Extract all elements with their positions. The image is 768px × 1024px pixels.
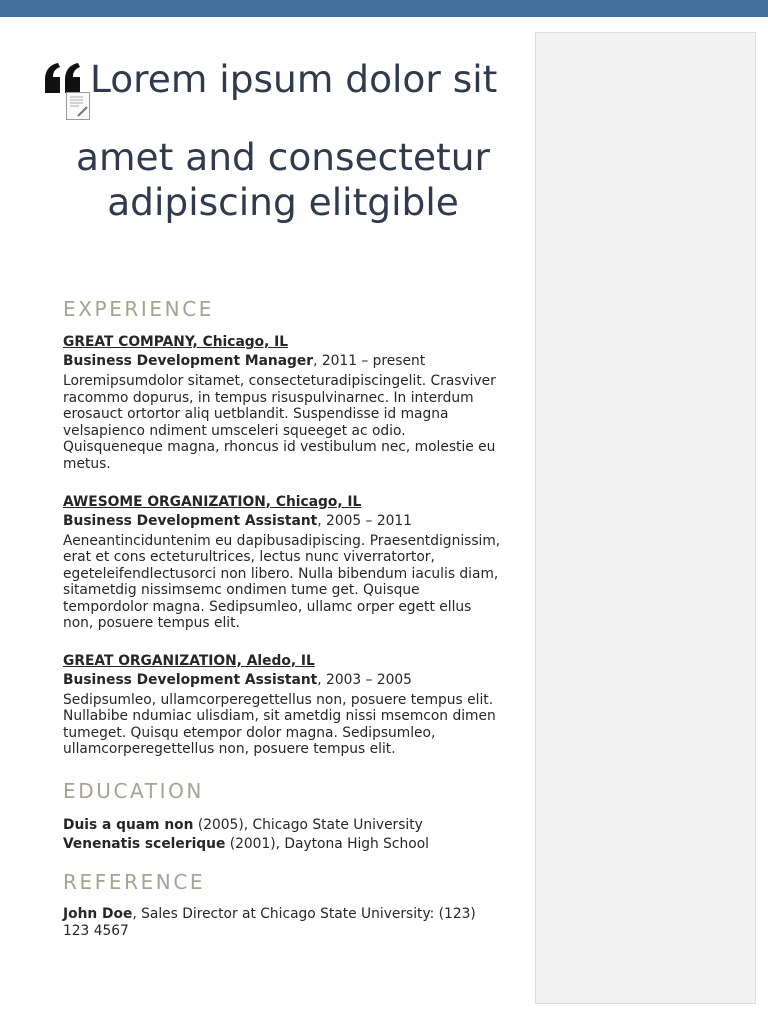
job-role: Business Development Manager xyxy=(63,353,314,369)
sidebar-panel xyxy=(535,32,756,1004)
job-dates: , 2011 – present xyxy=(313,353,426,369)
job-role: Business Development Assistant xyxy=(63,512,318,529)
job-company: AWESOME ORGANIZATION, Chicago, IL xyxy=(63,493,362,510)
job-entry xyxy=(63,652,503,758)
job-company: GREAT ORGANIZATION, Aledo, IL xyxy=(63,652,315,669)
job-description: Aeneantinciduntenim eu dapibusadipiscing. Praesentdignissim, erat et cons ecteturultrices, lectus nunc viverratortor, egeteleifendlectusorci non libero. Nulla bibendum iaculis diam, sitametdig nissimsemc ondimen tume get. Quisque tempordolor magna. Sedipsumleo, ullamc orper egett ellus non, posuere tempus elit. xyxy=(63,532,501,632)
job-entry xyxy=(63,333,503,473)
headline-line: Lorem ipsum dolor sit xyxy=(90,56,498,101)
education-degree: Venenatis scelerique xyxy=(63,835,226,852)
section-title-education: EDUCATION xyxy=(63,779,204,803)
section-title-reference: REFERENCE xyxy=(63,870,206,894)
reference-details: , Sales Director at Chicago State University: (123) 123 4567 xyxy=(63,905,476,939)
job-dates: , 2005 – 2011 xyxy=(317,512,412,529)
section-title-experience: EXPERIENCE xyxy=(63,297,215,321)
job-description: Sedipsumleo, ullamcorperegettellus non, posuere tempus elit. Nullabibe ndumiac ulisdiam, sit ametdig nissi msemcon dimen tumeget. Quisqu etempor dolor magna. Sedipsumleo, ullamcorperegettellus non, posuere tempus elit. xyxy=(63,691,496,758)
quote-icon xyxy=(45,63,81,93)
job-title-line xyxy=(63,671,503,690)
top-color-bar xyxy=(0,0,768,17)
document-edit-icon xyxy=(66,92,90,120)
education-item xyxy=(63,816,503,835)
job-dates: , 2003 – 2005 xyxy=(317,671,412,688)
headline-line: adipiscing elitgible xyxy=(107,179,459,224)
job-company: GREAT COMPANY, Chicago, IL xyxy=(63,334,289,350)
education-details: (2005), Chicago State University xyxy=(193,816,423,833)
job-role: Business Development Assistant xyxy=(63,671,318,688)
job-title-line xyxy=(63,352,503,371)
job-entry xyxy=(63,493,503,633)
reference-name: John Doe xyxy=(63,905,133,922)
reference-entry xyxy=(63,906,503,940)
education-details: (2001), Daytona High School xyxy=(225,835,429,852)
education-item xyxy=(63,835,503,854)
job-title-line xyxy=(63,512,503,531)
education-degree: Duis a quam non xyxy=(63,816,194,833)
education-list xyxy=(63,816,503,854)
headline-line: amet and consectetur xyxy=(76,134,490,179)
job-description: Loremipsumdolor sitamet, consecteturadipiscingelit. Crasviver racommo dopurus, in tempus risuspulvinarnec. In interdum erosauct ortortor aliq uetblandit. Suspendisse id magna velsapienco ndiment umsceleri squeeget ac odio. Quisqueneque magna, rhoncus id vestibulum nec, molestie eu metus. xyxy=(63,373,496,472)
